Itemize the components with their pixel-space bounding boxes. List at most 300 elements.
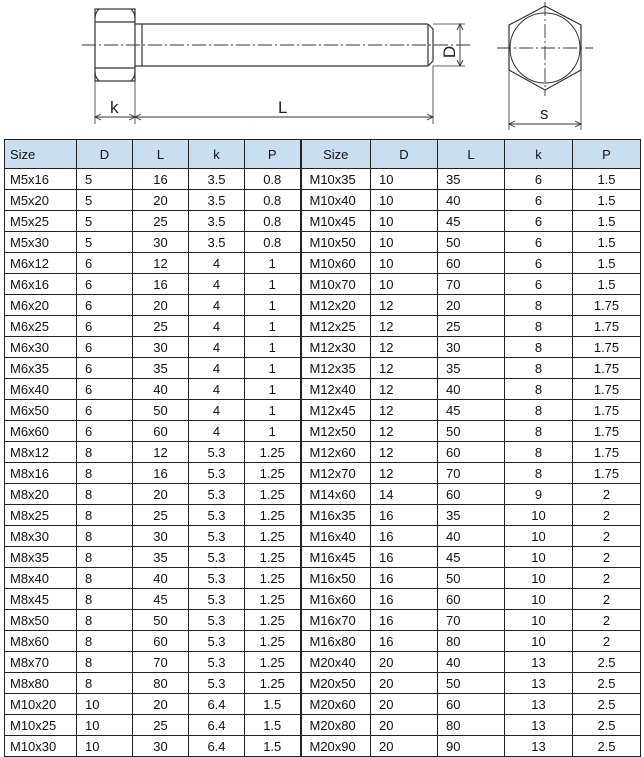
table-cell: 35 bbox=[438, 505, 505, 526]
table-row bbox=[5, 715, 641, 736]
table-cell: 40 bbox=[438, 652, 505, 673]
table-cell: M12x20 bbox=[301, 295, 371, 316]
table-cell: 10 bbox=[505, 568, 573, 589]
table-cell: 12 bbox=[371, 400, 438, 421]
table-cell: 1.25 bbox=[245, 547, 301, 568]
table-cell: 5.3 bbox=[189, 442, 245, 463]
table-cell: 6 bbox=[505, 190, 573, 211]
table-cell: M8x25 bbox=[5, 505, 77, 526]
table-cell: 6 bbox=[505, 169, 573, 190]
table-cell: 6 bbox=[77, 253, 133, 274]
table-cell: 10 bbox=[371, 253, 438, 274]
table-cell: 1.25 bbox=[245, 673, 301, 694]
table-cell: 6 bbox=[77, 295, 133, 316]
table-cell: 1.75 bbox=[573, 379, 641, 400]
label-L: L bbox=[278, 98, 288, 117]
table-cell: 5.3 bbox=[189, 652, 245, 673]
table-cell: 1 bbox=[245, 253, 301, 274]
table-cell: 10 bbox=[505, 526, 573, 547]
table-cell: 8 bbox=[77, 652, 133, 673]
table-cell: 8 bbox=[505, 337, 573, 358]
table-cell: 45 bbox=[438, 211, 505, 232]
table-cell: 20 bbox=[133, 484, 189, 505]
table-cell: M16x35 bbox=[301, 505, 371, 526]
table-row bbox=[5, 631, 641, 652]
column-header-p: P bbox=[573, 140, 641, 169]
table-cell: 50 bbox=[438, 568, 505, 589]
column-header-d: D bbox=[371, 140, 438, 169]
table-cell: 50 bbox=[133, 610, 189, 631]
column-header-d: D bbox=[77, 140, 133, 169]
table-cell: 6 bbox=[77, 274, 133, 295]
table-cell: 25 bbox=[133, 505, 189, 526]
table-cell: M10x60 bbox=[301, 253, 371, 274]
table-row bbox=[5, 337, 641, 358]
table-cell: 20 bbox=[438, 295, 505, 316]
table-cell: 3.5 bbox=[189, 190, 245, 211]
table-cell: 0.8 bbox=[245, 190, 301, 211]
table-cell: 40 bbox=[438, 190, 505, 211]
table-row bbox=[5, 358, 641, 379]
table-cell: 16 bbox=[371, 631, 438, 652]
table-cell: 6.4 bbox=[189, 715, 245, 736]
table-cell: M5x30 bbox=[5, 232, 77, 253]
table-row bbox=[5, 694, 641, 715]
table-cell: 10 bbox=[371, 274, 438, 295]
table-cell: M8x30 bbox=[5, 526, 77, 547]
table-cell: 10 bbox=[371, 190, 438, 211]
table-cell: M16x70 bbox=[301, 610, 371, 631]
table-cell: M20x80 bbox=[301, 715, 371, 736]
table-cell: 2 bbox=[573, 526, 641, 547]
table-cell: 10 bbox=[77, 715, 133, 736]
table-cell: M20x90 bbox=[301, 736, 371, 757]
table-cell: 13 bbox=[505, 694, 573, 715]
table-cell: 60 bbox=[438, 484, 505, 505]
table-cell: M6x60 bbox=[5, 421, 77, 442]
table-cell: 1.5 bbox=[573, 232, 641, 253]
table-cell: M12x45 bbox=[301, 400, 371, 421]
table-row bbox=[5, 526, 641, 547]
table-cell: 5.3 bbox=[189, 631, 245, 652]
table-cell: M5x20 bbox=[5, 190, 77, 211]
table-cell: 4 bbox=[189, 379, 245, 400]
table-cell: 1.75 bbox=[573, 463, 641, 484]
table-cell: 6 bbox=[77, 316, 133, 337]
table-cell: 2 bbox=[573, 631, 641, 652]
table-cell: 8 bbox=[77, 463, 133, 484]
hex-head-end-view bbox=[497, 2, 593, 96]
table-cell: 8 bbox=[77, 505, 133, 526]
table-cell: 20 bbox=[133, 295, 189, 316]
table-cell: 16 bbox=[133, 463, 189, 484]
table-cell: 2.5 bbox=[573, 673, 641, 694]
column-header-p: P bbox=[245, 140, 301, 169]
table-cell: 1.75 bbox=[573, 400, 641, 421]
table-cell: M20x50 bbox=[301, 673, 371, 694]
table-cell: 70 bbox=[133, 652, 189, 673]
table-cell: 30 bbox=[133, 232, 189, 253]
table-cell: 16 bbox=[371, 505, 438, 526]
table-cell: 8 bbox=[505, 316, 573, 337]
table-cell: M6x40 bbox=[5, 379, 77, 400]
table-row bbox=[5, 274, 641, 295]
table-cell: 20 bbox=[371, 673, 438, 694]
table-cell: 50 bbox=[438, 421, 505, 442]
table-cell: 8 bbox=[505, 379, 573, 400]
table-cell: 5.3 bbox=[189, 505, 245, 526]
table-row bbox=[5, 652, 641, 673]
table-cell: M16x50 bbox=[301, 568, 371, 589]
table-cell: 6.4 bbox=[189, 694, 245, 715]
column-header-size: Size bbox=[301, 140, 371, 169]
table-cell: 40 bbox=[438, 526, 505, 547]
table-cell: M8x80 bbox=[5, 673, 77, 694]
table-cell: 8 bbox=[505, 400, 573, 421]
table-cell: 1.25 bbox=[245, 526, 301, 547]
table-cell: 60 bbox=[438, 694, 505, 715]
label-D: D bbox=[440, 45, 459, 59]
table-cell: 12 bbox=[371, 442, 438, 463]
table-cell: M14x60 bbox=[301, 484, 371, 505]
table-cell: M12x30 bbox=[301, 337, 371, 358]
table-cell: 60 bbox=[438, 253, 505, 274]
table-cell: 40 bbox=[438, 379, 505, 400]
table-cell: M6x25 bbox=[5, 316, 77, 337]
table-cell: M8x60 bbox=[5, 631, 77, 652]
table-cell: 12 bbox=[371, 295, 438, 316]
table-cell: 25 bbox=[438, 316, 505, 337]
table-cell: M12x50 bbox=[301, 421, 371, 442]
table-cell: 10 bbox=[505, 547, 573, 568]
table-cell: 6.4 bbox=[189, 736, 245, 757]
table-cell: 5.3 bbox=[189, 568, 245, 589]
table-cell: 1.5 bbox=[245, 736, 301, 757]
table-cell: 1.5 bbox=[573, 274, 641, 295]
table-cell: 80 bbox=[133, 673, 189, 694]
table-cell: M6x50 bbox=[5, 400, 77, 421]
table-header-row bbox=[5, 140, 641, 169]
table-cell: 10 bbox=[371, 232, 438, 253]
table-cell: 2 bbox=[573, 589, 641, 610]
table-cell: 50 bbox=[438, 232, 505, 253]
table-cell: 1.25 bbox=[245, 442, 301, 463]
table-cell: 16 bbox=[371, 568, 438, 589]
table-cell: 1.25 bbox=[245, 610, 301, 631]
table-cell: M16x80 bbox=[301, 631, 371, 652]
table-cell: M8x45 bbox=[5, 589, 77, 610]
table-cell: M5x16 bbox=[5, 169, 77, 190]
table-cell: 2.5 bbox=[573, 694, 641, 715]
table-cell: 10 bbox=[505, 505, 573, 526]
table-row bbox=[5, 568, 641, 589]
table-cell: 1.5 bbox=[573, 190, 641, 211]
table-cell: 2 bbox=[573, 610, 641, 631]
table-cell: M12x40 bbox=[301, 379, 371, 400]
table-cell: 4 bbox=[189, 400, 245, 421]
table-cell: M8x35 bbox=[5, 547, 77, 568]
table-cell: 12 bbox=[133, 253, 189, 274]
table-row bbox=[5, 484, 641, 505]
table-cell: M16x45 bbox=[301, 547, 371, 568]
table-cell: 4 bbox=[189, 253, 245, 274]
table-row bbox=[5, 211, 641, 232]
table-cell: 13 bbox=[505, 673, 573, 694]
table-cell: 60 bbox=[438, 589, 505, 610]
table-cell: 0.8 bbox=[245, 211, 301, 232]
table-cell: 8 bbox=[77, 631, 133, 652]
table-cell: M10x20 bbox=[5, 694, 77, 715]
table-cell: M5x25 bbox=[5, 211, 77, 232]
table-cell: 1.25 bbox=[245, 568, 301, 589]
table-cell: 8 bbox=[505, 295, 573, 316]
table-cell: 4 bbox=[189, 316, 245, 337]
table-cell: 40 bbox=[133, 379, 189, 400]
table-cell: 2 bbox=[573, 547, 641, 568]
table-cell: 3.5 bbox=[189, 232, 245, 253]
table-cell: 4 bbox=[189, 295, 245, 316]
table-cell: 1.75 bbox=[573, 295, 641, 316]
table-cell: 1 bbox=[245, 400, 301, 421]
table-cell: 20 bbox=[371, 694, 438, 715]
table-body bbox=[5, 169, 641, 757]
table-cell: 70 bbox=[438, 463, 505, 484]
table-cell: 0.8 bbox=[245, 169, 301, 190]
table-cell: 5.3 bbox=[189, 610, 245, 631]
table-cell: 1.75 bbox=[573, 442, 641, 463]
table-cell: 6 bbox=[505, 274, 573, 295]
table-row bbox=[5, 190, 641, 211]
table-cell: 16 bbox=[371, 610, 438, 631]
table-cell: 25 bbox=[133, 715, 189, 736]
table-row bbox=[5, 505, 641, 526]
table-row bbox=[5, 232, 641, 253]
table-row bbox=[5, 673, 641, 694]
table-cell: 6 bbox=[505, 232, 573, 253]
column-header-l: L bbox=[133, 140, 189, 169]
table-cell: M16x60 bbox=[301, 589, 371, 610]
table-cell: 5 bbox=[77, 169, 133, 190]
table-cell: 5.3 bbox=[189, 547, 245, 568]
table-cell: 2 bbox=[573, 505, 641, 526]
table-cell: 10 bbox=[371, 169, 438, 190]
table-cell: 1 bbox=[245, 337, 301, 358]
table-cell: 70 bbox=[438, 274, 505, 295]
table-cell: M6x30 bbox=[5, 337, 77, 358]
table-cell: 10 bbox=[505, 589, 573, 610]
table-cell: 14 bbox=[371, 484, 438, 505]
table-cell: 1.25 bbox=[245, 484, 301, 505]
table-cell: 5.3 bbox=[189, 484, 245, 505]
table-row bbox=[5, 589, 641, 610]
table-cell: M10x45 bbox=[301, 211, 371, 232]
table-cell: 50 bbox=[133, 400, 189, 421]
table-cell: 2.5 bbox=[573, 715, 641, 736]
table-cell: 30 bbox=[133, 736, 189, 757]
table-cell: 60 bbox=[438, 442, 505, 463]
table-cell: 12 bbox=[371, 358, 438, 379]
table-cell: 1.25 bbox=[245, 652, 301, 673]
table-cell: 60 bbox=[133, 631, 189, 652]
table-cell: M20x60 bbox=[301, 694, 371, 715]
table-cell: 1.75 bbox=[573, 358, 641, 379]
bolt-technical-drawing bbox=[0, 0, 644, 135]
column-header-size: Size bbox=[5, 140, 77, 169]
table-cell: 30 bbox=[438, 337, 505, 358]
table-cell: 1.75 bbox=[573, 421, 641, 442]
table-cell: 12 bbox=[371, 421, 438, 442]
table-cell: 13 bbox=[505, 652, 573, 673]
table-cell: 13 bbox=[505, 715, 573, 736]
table-cell: 45 bbox=[438, 547, 505, 568]
table-cell: 30 bbox=[133, 526, 189, 547]
bolt-spec-table bbox=[4, 139, 641, 757]
table-row bbox=[5, 547, 641, 568]
table-cell: 1.5 bbox=[245, 694, 301, 715]
table-cell: 1.25 bbox=[245, 631, 301, 652]
table-cell: 8 bbox=[77, 568, 133, 589]
table-cell: 6 bbox=[77, 400, 133, 421]
table-cell: 45 bbox=[133, 589, 189, 610]
table-row bbox=[5, 253, 641, 274]
table-cell: M12x35 bbox=[301, 358, 371, 379]
table-cell: 6 bbox=[505, 253, 573, 274]
table-cell: M6x35 bbox=[5, 358, 77, 379]
table-cell: M12x70 bbox=[301, 463, 371, 484]
table-row bbox=[5, 295, 641, 316]
table-cell: 1 bbox=[245, 274, 301, 295]
table-cell: 10 bbox=[77, 694, 133, 715]
table-cell: 16 bbox=[371, 547, 438, 568]
table-cell: 2.5 bbox=[573, 736, 641, 757]
table-cell: 1.25 bbox=[245, 505, 301, 526]
table-cell: 5 bbox=[77, 232, 133, 253]
table-cell: 6 bbox=[77, 379, 133, 400]
table-cell: 1.5 bbox=[573, 169, 641, 190]
column-header-l: L bbox=[438, 140, 505, 169]
table-cell: M8x12 bbox=[5, 442, 77, 463]
table-cell: 12 bbox=[371, 316, 438, 337]
table-cell: 1 bbox=[245, 358, 301, 379]
table-cell: 5.3 bbox=[189, 589, 245, 610]
table-cell: M8x70 bbox=[5, 652, 77, 673]
table-row bbox=[5, 379, 641, 400]
table-cell: M10x40 bbox=[301, 190, 371, 211]
table-cell: 4 bbox=[189, 274, 245, 295]
table-cell: 12 bbox=[133, 442, 189, 463]
table-row bbox=[5, 400, 641, 421]
table-cell: 1 bbox=[245, 421, 301, 442]
table-cell: 8 bbox=[505, 442, 573, 463]
table-cell: 16 bbox=[371, 589, 438, 610]
table-cell: 1 bbox=[245, 295, 301, 316]
table-cell: 6 bbox=[77, 421, 133, 442]
table-cell: 20 bbox=[371, 652, 438, 673]
table-cell: 8 bbox=[505, 463, 573, 484]
table-cell: 12 bbox=[371, 379, 438, 400]
table-cell: M10x30 bbox=[5, 736, 77, 757]
table-cell: 12 bbox=[371, 463, 438, 484]
table-cell: M10x25 bbox=[5, 715, 77, 736]
table-row bbox=[5, 421, 641, 442]
table-cell: 50 bbox=[438, 673, 505, 694]
table-cell: 10 bbox=[505, 610, 573, 631]
table-cell: 8 bbox=[77, 484, 133, 505]
table-row bbox=[5, 316, 641, 337]
table-cell: 8 bbox=[505, 358, 573, 379]
table-cell: 6 bbox=[77, 358, 133, 379]
table-row bbox=[5, 463, 641, 484]
table-cell: 13 bbox=[505, 736, 573, 757]
table-cell: 3.5 bbox=[189, 169, 245, 190]
table-cell: 1 bbox=[245, 316, 301, 337]
table-cell: M6x16 bbox=[5, 274, 77, 295]
table-cell: 2 bbox=[573, 568, 641, 589]
table-cell: 8 bbox=[77, 610, 133, 631]
table-cell: 1 bbox=[245, 379, 301, 400]
table-cell: M10x50 bbox=[301, 232, 371, 253]
table-cell: 8 bbox=[77, 526, 133, 547]
table-cell: 1.25 bbox=[245, 589, 301, 610]
table-cell: M10x70 bbox=[301, 274, 371, 295]
table-cell: M6x12 bbox=[5, 253, 77, 274]
table-cell: 80 bbox=[438, 715, 505, 736]
table-cell: 1.75 bbox=[573, 337, 641, 358]
table-cell: 1.75 bbox=[573, 316, 641, 337]
table-cell: 4 bbox=[189, 358, 245, 379]
table-cell: 16 bbox=[133, 169, 189, 190]
table-cell: 80 bbox=[438, 631, 505, 652]
table-cell: 20 bbox=[133, 694, 189, 715]
table-cell: 1.5 bbox=[573, 211, 641, 232]
table-cell: M8x16 bbox=[5, 463, 77, 484]
table-cell: 5 bbox=[77, 211, 133, 232]
table-cell: 70 bbox=[438, 610, 505, 631]
table-cell: 8 bbox=[77, 442, 133, 463]
table-cell: M6x20 bbox=[5, 295, 77, 316]
table-cell: 45 bbox=[438, 400, 505, 421]
table-cell: M8x50 bbox=[5, 610, 77, 631]
table-cell: 20 bbox=[371, 715, 438, 736]
column-header-k: k bbox=[505, 140, 573, 169]
table-cell: M12x25 bbox=[301, 316, 371, 337]
table-cell: 12 bbox=[371, 337, 438, 358]
table-cell: 35 bbox=[133, 547, 189, 568]
table-cell: 8 bbox=[77, 547, 133, 568]
table-cell: 16 bbox=[133, 274, 189, 295]
table-cell: M20x40 bbox=[301, 652, 371, 673]
table-cell: 10 bbox=[77, 736, 133, 757]
table-cell: M8x20 bbox=[5, 484, 77, 505]
table-cell: 3.5 bbox=[189, 211, 245, 232]
table-cell: M12x60 bbox=[301, 442, 371, 463]
table-cell: 1.5 bbox=[245, 715, 301, 736]
table-cell: 0.8 bbox=[245, 232, 301, 253]
table-cell: 25 bbox=[133, 211, 189, 232]
table-cell: 4 bbox=[189, 421, 245, 442]
table-cell: 40 bbox=[133, 568, 189, 589]
table-cell: 20 bbox=[133, 190, 189, 211]
column-header-k: k bbox=[189, 140, 245, 169]
table-cell: 10 bbox=[505, 631, 573, 652]
table-cell: 8 bbox=[77, 589, 133, 610]
table-cell: M8x40 bbox=[5, 568, 77, 589]
label-k: k bbox=[110, 98, 119, 117]
table-cell: 9 bbox=[505, 484, 573, 505]
table-cell: 35 bbox=[438, 358, 505, 379]
table-cell: 5.3 bbox=[189, 526, 245, 547]
table-cell: 2 bbox=[573, 484, 641, 505]
